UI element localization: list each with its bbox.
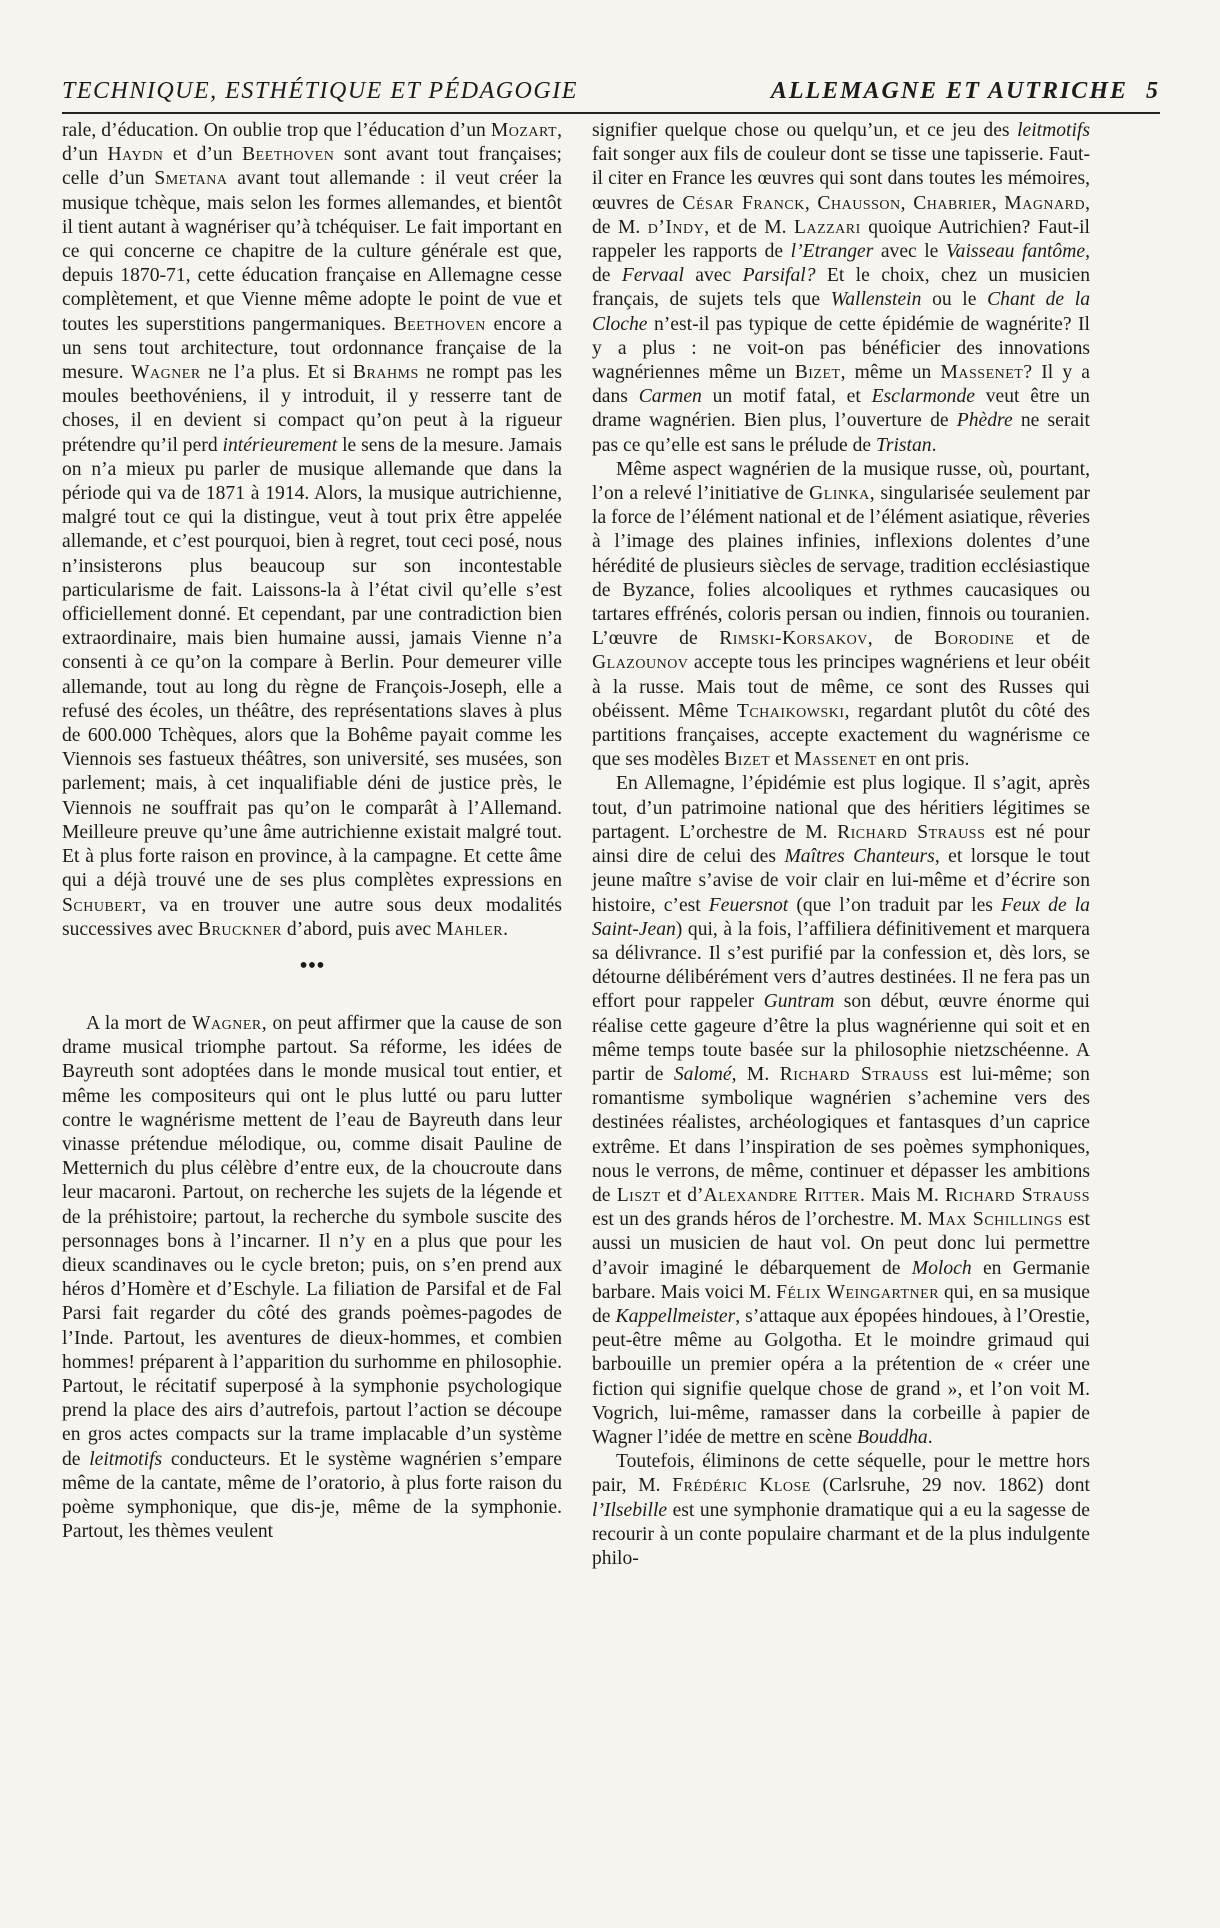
- text-run: .: [931, 434, 937, 456]
- italic-text: Feuersnot: [708, 894, 789, 916]
- text-run: et: [770, 749, 795, 771]
- composer-name: Mahler: [435, 918, 504, 940]
- composer-name: d’Indy: [647, 216, 705, 238]
- text-run: ne rompt pas les moules beethovéniens, il y introduit, il y resserre tant de choses, il en devient si compact qu’on peut à la rigueur prétendre qu’il perd: [62, 362, 562, 456]
- italic-text: Parsifal?: [742, 265, 816, 287]
- text-run: , et lorsque le tout jeune maître s’avise de voir clair en lui-même et d’écrire son histoire, c’est: [592, 846, 1090, 916]
- composer-name: Max Schillings: [927, 1209, 1063, 1231]
- composer-name: Bizet: [794, 362, 841, 384]
- italic-text: l’Ilsebille: [592, 1499, 668, 1521]
- text-run: le sens de la mesure. Jamais on n’a mieux pu parler de musique allemande que dans la période qui va de 1871 à 1914. Alors, la musique autrichienne, malgré tout ce qui la distingue, veut à tout prix être appelée allemande, et c’est pourquoi, bien à regret, tout ceci posé, nous n’insisterons plus beaucoup sur son incontestable particularisme de fait. Laissons-la à l’état civil qu’elle s’est officiellement donné. Et cependant, par une contradiction bien extraordinaire, mais bien humaine aussi, jamais Vienne n’a consenti à ce qu’on la compare à Berlin. Pour demeurer ville allemande, tout au long du règne de François-Joseph, elle a refusé des écoles, un théâtre, des représentations slaves à plus de 600.000 Tchèques, alors que la Bohême payait comme les Viennois ses fastueux théâtres, son université, ses musées, son parlement; mais, à cet inqualifiable déni de justice près, le Viennois ne souffrait pas qu’on le comparât à l’Allemand. Meilleure preuve qu’une âme autrichienne existait malgré tout. Et à plus forte raison en province, à la campagne. Et cette âme qui a déjà trouvé une de ses plus complètes expressions en: [62, 434, 562, 892]
- italic-text: Kappellmeister: [615, 1305, 736, 1327]
- composer-name: Rimski-Korsakov: [719, 628, 868, 650]
- italic-text: Moloch: [911, 1257, 972, 1279]
- text-run: , de: [592, 241, 1090, 287]
- text-run: est une symphonie dramatique qui a eu la sagesse de recourir à un conte populaire charmant et de la plus indulgente philo-: [592, 1499, 1090, 1569]
- composer-name: Liszt: [616, 1184, 661, 1206]
- text-run: accepte tous les principes wagnériens et leur obéit à la russe. Mais tout de même, ce sont des Russes qui obéissent. Même: [592, 652, 1090, 722]
- running-head: [62, 78, 1160, 108]
- composer-name: Bruckner: [198, 918, 282, 940]
- composer-name: Bizet: [724, 749, 771, 771]
- text-run: ne l’a plus. Et si: [200, 362, 353, 384]
- text-run: Même aspect wagnérien de la musique russe, où, pourtant, l’on a relevé l’initiative de: [592, 458, 1090, 505]
- text-run: ne serait pas ce qu’elle est sans le prélude de: [592, 410, 1090, 456]
- composer-name: Richard Strauss: [945, 1184, 1090, 1206]
- italic-text: Carmen: [638, 386, 702, 408]
- text-run: ,: [804, 192, 818, 214]
- text-run: et de: [1014, 628, 1090, 650]
- text-run: , regardant plutôt du côté des partitions françaises, accepte exactement du wagnérisme ce que ses modèles: [592, 700, 1090, 771]
- text-run: A la mort de: [86, 1012, 192, 1034]
- paragraph-right-3: [592, 772, 1090, 1450]
- composer-name: Schubert: [62, 894, 142, 916]
- italic-text: Feux de la Saint-Jean: [592, 894, 1090, 940]
- composer-name: Richard Strauss: [837, 821, 986, 843]
- composer-name: Félix Weingartner: [776, 1281, 940, 1303]
- paragraph-right-2: [592, 458, 1090, 773]
- italic-text: Bouddha: [856, 1426, 928, 1448]
- text-run: d’abord, puis avec: [281, 918, 436, 940]
- text-run: , et de M.: [704, 216, 794, 238]
- italic-text: Maîtres Chanteurs: [784, 846, 935, 868]
- text-run: qui, en sa musique de: [592, 1281, 1090, 1327]
- composer-name: Glinka: [809, 483, 870, 505]
- text-run: , M.: [731, 1063, 780, 1085]
- italic-text: Tristan: [876, 434, 932, 456]
- italic-text: Esclarmonde: [871, 386, 975, 408]
- text-run: , même un: [840, 362, 941, 384]
- text-run: ,: [991, 192, 1005, 214]
- paragraph-left-2: [62, 1012, 562, 1544]
- composer-name: Brahms: [352, 362, 419, 384]
- composer-name: Wagner: [192, 1012, 262, 1034]
- text-run: . Mais M.: [860, 1184, 945, 1206]
- text-run: ) qui, à la fois, l’affiliera définitivement et marquera sa délivrance. Il s’est purifié par la confession et, dès lors, se détourne délibérément vers d’autres destinées. Il ne fera pas un effort pour rappeler: [592, 918, 1090, 1013]
- italic-text: l’Etranger: [790, 241, 874, 263]
- text-run: et d’un: [163, 144, 243, 166]
- text-run: , on peut affirmer que la cause de son drame musical triomphe partout. Sa réforme, les idées de Bayreuth sont adoptées dans le monde musical tout entier, et même les compositeurs qui ont le plus lutté ou paru lutter contre le wagnérisme mettent de l’eau de Bayreuth dans leur vinasse prétendue mélodique, ou, comme disait Pauline de Metternich du plus célèbre d’entre eux, de la choucroute dans leur macaroni. Partout, on recherche les sujets de la légende et de la préhistoire; partout, la recherche du symbole suscite des personnages bons à l’incarner. Il n’y en a plus que pour les dieux scandinaves ou le cycle breton; puis, on s’en prend aux héros d’Homère et d’Eschyle. La filiation de Parsifal et de Fal Parsi fait regarder du côté des grands poèmes-pagodes de l’Inde. Partout, les aventures de dieux-hommes, et combien hommes! préparent à l’apparition du surhomme en philosophie. Partout, le récitatif superposé à la symphonie psychologique prend la place des airs d’autrefois, partout l’action se découpe en gros actes compacts sur la trame implacable d’un système de: [62, 1012, 562, 1470]
- italic-text: Salomé: [673, 1063, 732, 1085]
- composer-name: Glazounov: [592, 652, 689, 674]
- text-run: , de: [867, 628, 935, 650]
- text-run: sont avant tout françaises; celle d’un: [62, 144, 562, 190]
- text-run: .: [503, 918, 508, 940]
- header-rule: [62, 112, 1160, 114]
- text-run: son début, œuvre énorme qui réalise cette gageure d’être la plus wagnérienne qui soit et en même temps toute basée sur la philosophie nietzschéenne. A partir de: [592, 991, 1090, 1085]
- text-run: avec le: [873, 241, 946, 263]
- italic-text: Wallenstein: [830, 289, 922, 311]
- text-run: quoique Autrichien? Faut-il rappeler les rapports de: [592, 216, 1090, 263]
- text-run: n’est-il pas typique de cette épidémie de wagnérite? Il y a plus : ne voit-on pas bénéficier des innovations wagnériennes même un: [592, 313, 1090, 384]
- text-run: , d’un: [62, 120, 562, 166]
- composer-name: Wagner: [130, 362, 201, 384]
- text-run: est un des grands héros de l’orchestre. M.: [592, 1209, 928, 1231]
- composer-name: Beethoven: [242, 144, 335, 166]
- composer-name: Mozart: [490, 120, 558, 141]
- composer-name: Tchaikowski: [736, 700, 845, 722]
- composer-name: Smetana: [154, 168, 228, 190]
- text-run: , s’attaque aux épopées hindoues, à l’Orestie, peut-être même au Golgotha. Et le moindre grimaud qui barbouille un premier opéra a la prétention de « créer une fiction qui signifie quelque chose de grand », et l’on voit M. Vogrich, lui-même, ramasser dans la corbeille à papier de Wagner l’idée de mettre en scène: [592, 1305, 1090, 1448]
- text-run: est aussi un musicien de haut vol. On peut donc lui permettre d’avoir imaginé le débarquement de: [592, 1209, 1090, 1279]
- text-run: est lui-même; son romantisme symbolique wagnérien s’achemine vers des destinées réalistes, archéologiques et fantasques d’un caprice extrême. Et dans l’inspiration de ses poèmes symphoniques, nous le verrons, de même, continuer et dépasser les ambitions de: [592, 1063, 1090, 1206]
- text-run: avec: [683, 265, 743, 287]
- text-run: fait songer aux fils de couleur dont se tisse une tapisserie. Faut-il citer en France les œuvres qui sont dans toutes les mémoires, œuvres de: [592, 144, 1090, 214]
- italic-text: Phèdre: [956, 410, 1013, 432]
- text-run: Et le choix, chez un musicien français, de sujets tels que: [592, 265, 1090, 311]
- paragraph-right-4: [592, 1450, 1090, 1571]
- text-run: ou le: [921, 289, 988, 311]
- text-run: (Carlsruhe, 29 nov. 1862) dont: [810, 1475, 1090, 1497]
- text-run: Toutefois, éliminons de cette séquelle, pour le mettre hors pair, M.: [592, 1451, 1090, 1497]
- right-column: [592, 119, 1090, 1571]
- left-column: [62, 119, 562, 1544]
- composer-name: Richard Strauss: [779, 1063, 930, 1085]
- composer-name: Chabrier: [913, 192, 992, 214]
- text-run: avant tout allemande : il veut créer la musique tchèque, mais selon les formes allemandes, et bientôt il tient autant à wagnériser qu’à tchéquiser. Le fait important en ce qui concerne ce chapitre de la culture générale est que, depuis 1870-71, cette éducation française en Allemagne cesse complètement, et que Vienne même adopte le point de vue et toutes les superstitions pangermaniques.: [62, 168, 562, 335]
- text-run: rale, d’éducation. On oublie trop que l’éducation d’un: [62, 120, 491, 141]
- page-number: 5: [1146, 78, 1160, 104]
- composer-name: Beethoven: [393, 313, 486, 335]
- text-run: et d’: [660, 1184, 704, 1206]
- composer-name: Massenet: [940, 362, 1024, 384]
- italic-text: Vaisseau fantôme: [945, 241, 1086, 263]
- paragraph-left-1: [62, 119, 562, 942]
- composer-name: Borodine: [934, 628, 1015, 650]
- italic-text: leitmotifs: [89, 1448, 163, 1470]
- composer-name: Alexandre Ritter: [703, 1184, 861, 1206]
- italic-text: Guntram: [763, 991, 835, 1013]
- composer-name: Lazzari: [794, 216, 861, 238]
- text-run: , va en trouver une autre sous deux modalités successives avec: [62, 894, 562, 940]
- section-separator: •••: [299, 952, 325, 979]
- text-run: .: [927, 1426, 933, 1448]
- text-run: conducteurs. Et le système wagnérien s’empare même de la cantate, même de l’oratorio, à plus forte raison du poème symphonique, que dis-je, même de la symphonie. Partout, les thèmes veulent: [62, 1448, 562, 1543]
- text-run: un motif fatal, et: [701, 386, 872, 408]
- text-run: (que l’on traduit par les: [788, 894, 1001, 916]
- text-run: ,: [900, 192, 914, 214]
- text-run: , singularisée seulement par la force de l’élément national et de l’élément asiatique, rêveries à l’image des plaines infinies, inflexions dolentes d’une hérédité de plusieurs siècles de servage, tradition ecclésiastique de Byzance, folies alcooliques et rythmes caucasiques ou tartares effrénés, coloris persan ou indien, finnois ou touranien. L’œuvre de: [592, 483, 1091, 650]
- composer-name: Magnard: [1004, 192, 1086, 214]
- text-run: encore a un sens tout architecture, tout ordonnance française de la mesure.: [62, 313, 562, 384]
- composer-name: César Franck: [682, 192, 805, 214]
- running-head-right: [771, 78, 1160, 105]
- text-run: veut être un drame wagnérien. Bien plus, l’ouverture de: [592, 386, 1090, 432]
- text-run: en Germanie barbare. Mais voici M.: [592, 1257, 1090, 1303]
- composer-name: Massenet: [794, 749, 877, 771]
- composer-name: Frédéric Klose: [672, 1475, 811, 1497]
- text-run: En Allemagne, l’épidémie est plus logique. Il s’agit, après tout, d’un patrimoine national que des héritiers légitimes se partagent. L’orchestre de M.: [592, 773, 1090, 843]
- text-run: en ont pris.: [876, 749, 970, 771]
- text-run: est né pour ainsi dire de celui des: [592, 821, 1091, 868]
- text-run: , de M.: [592, 192, 1090, 238]
- italic-text: Chant de la Cloche: [592, 289, 1091, 335]
- italic-text: intérieurement: [222, 434, 338, 456]
- composer-name: Chausson: [817, 192, 901, 214]
- running-head-right-title: ALLEMAGNE ET AUTRICHE: [770, 78, 1128, 104]
- italic-text: leitmotifs: [1017, 120, 1090, 141]
- paragraph-right-1: [592, 119, 1090, 458]
- text-run: ? Il y a dans: [592, 362, 1091, 408]
- italic-text: Fervaal: [621, 265, 684, 287]
- text-run: signifier quelque chose ou quelqu’un, et ce jeu des: [592, 120, 1018, 141]
- composer-name: Haydn: [107, 144, 164, 166]
- running-head-left-title: TECHNIQUE, ESTHÉTIQUE ET PÉDAGOGIE: [62, 78, 578, 104]
